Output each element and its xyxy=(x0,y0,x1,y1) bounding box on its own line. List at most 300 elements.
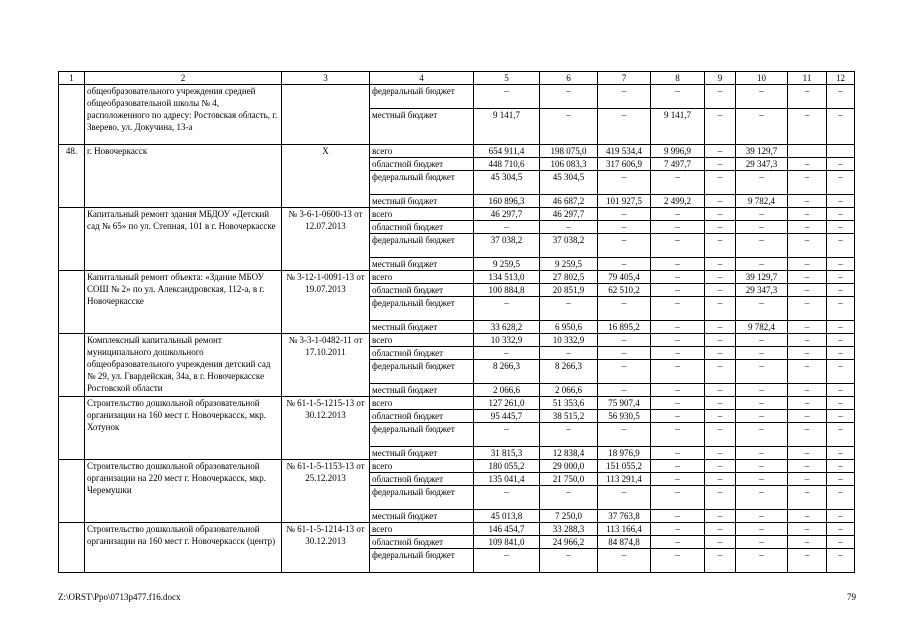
amount-cell: – xyxy=(651,321,705,334)
amount-cell: – xyxy=(705,208,736,221)
funding-source: федеральный бюджет xyxy=(370,423,474,447)
amount-cell: – xyxy=(705,523,736,536)
amount-cell: – xyxy=(736,171,788,195)
document-reference: № 3-6-1-0600-13 от 12.07.2013 xyxy=(282,208,370,271)
funding-source: всего xyxy=(370,334,474,347)
amount-cell: 2 499,2 xyxy=(651,195,705,208)
amount-cell: – xyxy=(827,208,855,221)
amount-cell: 20 851,9 xyxy=(540,284,598,297)
amount-cell: – xyxy=(651,258,705,271)
column-number-header: 9 xyxy=(705,72,736,85)
amount-cell: – xyxy=(705,321,736,334)
amount-cell: 51 353,6 xyxy=(540,397,598,410)
amount-cell: 419 534,4 xyxy=(598,145,651,158)
amount-cell: 9 141,7 xyxy=(474,109,540,145)
amount-cell: – xyxy=(788,271,827,284)
amount-cell: 135 041,4 xyxy=(474,473,540,486)
funding-source: местный бюджет xyxy=(370,195,474,208)
object-name: Строительство дошкольной образовательной организации на 160 мест г. Новочеркасск, мкр. Хотунок xyxy=(85,397,282,460)
amount-cell: – xyxy=(788,447,827,460)
row-number xyxy=(59,334,85,397)
amount-cell: – xyxy=(651,284,705,297)
amount-cell: – xyxy=(788,258,827,271)
amount-cell: 62 510,2 xyxy=(598,284,651,297)
amount-cell: – xyxy=(736,234,788,258)
amount-cell: – xyxy=(598,208,651,221)
amount-cell: – xyxy=(788,297,827,321)
amount-cell: – xyxy=(827,171,855,195)
amount-cell: – xyxy=(705,460,736,473)
amount-cell: – xyxy=(788,473,827,486)
amount-cell: 113 166,4 xyxy=(598,523,651,536)
row-number xyxy=(59,271,85,334)
table-row xyxy=(59,208,855,221)
amount-cell: – xyxy=(705,234,736,258)
amount-cell: 38 515,2 xyxy=(540,410,598,423)
column-number-header: 12 xyxy=(827,72,855,85)
amount-cell: 8 266,3 xyxy=(474,360,540,384)
amount-cell: 9 996,9 xyxy=(651,145,705,158)
amount-cell: 9 782,4 xyxy=(736,195,788,208)
document-reference xyxy=(282,85,370,145)
amount-cell: – xyxy=(598,234,651,258)
amount-cell: 448 710,6 xyxy=(474,158,540,171)
funding-source: областной бюджет xyxy=(370,158,474,171)
amount-cell: – xyxy=(651,423,705,447)
amount-cell: 7 250,0 xyxy=(540,510,598,523)
object-name: Капитальный ремонт здания МБДОУ «Детский сад № 65» по ул. Степная, 101 в г. Новочеркасске xyxy=(85,208,282,271)
amount-cell: 18 976,9 xyxy=(598,447,651,460)
amount-cell: – xyxy=(827,234,855,258)
funding-source: местный бюджет xyxy=(370,510,474,523)
amount-cell: 33 288,3 xyxy=(540,523,598,536)
amount-cell: – xyxy=(827,486,855,510)
amount-cell: – xyxy=(827,447,855,460)
document-reference: № 3-3-1-0482-11 от 17.10.2011 xyxy=(282,334,370,397)
amount-cell: – xyxy=(827,536,855,549)
amount-cell xyxy=(788,145,827,158)
amount-cell: – xyxy=(788,460,827,473)
column-number-header: 7 xyxy=(598,72,651,85)
amount-cell: – xyxy=(651,397,705,410)
amount-cell: – xyxy=(705,145,736,158)
funding-source: федеральный бюджет xyxy=(370,171,474,195)
amount-cell: – xyxy=(788,171,827,195)
amount-cell: – xyxy=(736,523,788,536)
amount-cell: – xyxy=(788,158,827,171)
amount-cell: – xyxy=(827,510,855,523)
amount-cell: – xyxy=(705,347,736,360)
amount-cell: – xyxy=(788,347,827,360)
table-row xyxy=(59,145,855,158)
amount-cell: – xyxy=(788,410,827,423)
column-number-header: 4 xyxy=(370,72,474,85)
amount-cell: – xyxy=(736,347,788,360)
amount-cell: 6 950,6 xyxy=(540,321,598,334)
amount-cell: – xyxy=(474,549,540,573)
amount-cell: – xyxy=(705,171,736,195)
amount-cell: – xyxy=(651,384,705,397)
table-row xyxy=(59,85,855,109)
amount-cell: – xyxy=(827,271,855,284)
amount-cell: – xyxy=(651,486,705,510)
amount-cell: 37 763,8 xyxy=(598,510,651,523)
amount-cell: – xyxy=(827,284,855,297)
amount-cell: 95 445,7 xyxy=(474,410,540,423)
object-name: общеобразовательного учреждения средней общеобразовательной школы № 4, расположенного по адресу: Ростовская область, г. Зверево, ул. Докучина, 13-а xyxy=(85,85,282,145)
amount-cell: – xyxy=(736,473,788,486)
amount-cell: 37 038,2 xyxy=(540,234,598,258)
amount-cell: – xyxy=(788,234,827,258)
row-number xyxy=(59,523,85,573)
amount-cell: – xyxy=(788,384,827,397)
amount-cell: – xyxy=(651,360,705,384)
amount-cell: – xyxy=(736,423,788,447)
amount-cell: 9 259,5 xyxy=(474,258,540,271)
object-name: Строительство дошкольной образовательной организации на 160 мест г. Новочеркасск (центр) xyxy=(85,523,282,573)
amount-cell: 654 911,4 xyxy=(474,145,540,158)
amount-cell: – xyxy=(598,171,651,195)
amount-cell: – xyxy=(540,109,598,145)
amount-cell: – xyxy=(788,195,827,208)
amount-cell: 134 513,0 xyxy=(474,271,540,284)
amount-cell: – xyxy=(788,510,827,523)
amount-cell: – xyxy=(705,536,736,549)
amount-cell: 16 895,2 xyxy=(598,321,651,334)
amount-cell: – xyxy=(598,486,651,510)
document-reference: Х xyxy=(282,145,370,208)
amount-cell: – xyxy=(736,360,788,384)
amount-cell: – xyxy=(651,234,705,258)
amount-cell: – xyxy=(736,258,788,271)
amount-cell: – xyxy=(474,423,540,447)
funding-source: местный бюджет xyxy=(370,258,474,271)
amount-cell: – xyxy=(651,447,705,460)
amount-cell: 317 606,9 xyxy=(598,158,651,171)
amount-cell: – xyxy=(827,397,855,410)
table-row xyxy=(59,460,855,473)
amount-cell: 113 291,4 xyxy=(598,473,651,486)
amount-cell: 2 066,6 xyxy=(474,384,540,397)
amount-cell: – xyxy=(788,523,827,536)
amount-cell: 31 815,3 xyxy=(474,447,540,460)
amount-cell: – xyxy=(736,297,788,321)
amount-cell: – xyxy=(651,549,705,573)
amount-cell: – xyxy=(736,510,788,523)
column-number-header: 1 xyxy=(59,72,85,85)
amount-cell: – xyxy=(736,208,788,221)
amount-cell: 109 841,0 xyxy=(474,536,540,549)
amount-cell: – xyxy=(827,360,855,384)
amount-cell: – xyxy=(474,486,540,510)
column-number-header: 10 xyxy=(736,72,788,85)
row-number: 48. xyxy=(59,145,85,208)
amount-cell: – xyxy=(705,109,736,145)
amount-cell: – xyxy=(540,297,598,321)
amount-cell: – xyxy=(651,347,705,360)
amount-cell: – xyxy=(736,410,788,423)
amount-cell: 106 083,3 xyxy=(540,158,598,171)
object-name: Строительство дошкольной образовательной организации на 220 мест г. Новочеркасск, мкр. Черемушки xyxy=(85,460,282,523)
amount-cell: – xyxy=(651,473,705,486)
amount-cell: – xyxy=(705,473,736,486)
amount-cell: – xyxy=(705,271,736,284)
funding-source: федеральный бюджет xyxy=(370,486,474,510)
amount-cell: 100 884,8 xyxy=(474,284,540,297)
amount-cell: – xyxy=(788,334,827,347)
amount-cell: – xyxy=(651,171,705,195)
amount-cell: 160 896,3 xyxy=(474,195,540,208)
amount-cell: – xyxy=(736,486,788,510)
amount-cell: – xyxy=(651,523,705,536)
amount-cell: 79 405,4 xyxy=(598,271,651,284)
amount-cell: 56 930,5 xyxy=(598,410,651,423)
amount-cell: – xyxy=(788,321,827,334)
funding-source: местный бюджет xyxy=(370,109,474,145)
row-number xyxy=(59,85,85,145)
amount-cell: – xyxy=(788,284,827,297)
amount-cell: – xyxy=(827,334,855,347)
amount-cell: – xyxy=(651,85,705,109)
amount-cell: – xyxy=(736,109,788,145)
funding-source: федеральный бюджет xyxy=(370,85,474,109)
funding-source: федеральный бюджет xyxy=(370,360,474,384)
amount-cell: – xyxy=(540,423,598,447)
column-number-header: 3 xyxy=(282,72,370,85)
column-number-header: 8 xyxy=(651,72,705,85)
amount-cell: – xyxy=(827,460,855,473)
amount-cell: – xyxy=(651,410,705,423)
amount-cell: – xyxy=(651,334,705,347)
amount-cell: – xyxy=(598,384,651,397)
amount-cell: – xyxy=(651,208,705,221)
table-row xyxy=(59,334,855,347)
column-number-header: 6 xyxy=(540,72,598,85)
document-reference: № 61-1-5-1214-13 от 30.12.2013 xyxy=(282,523,370,573)
amount-cell: – xyxy=(705,85,736,109)
amount-cell: – xyxy=(705,486,736,510)
amount-cell: 29 347,3 xyxy=(736,284,788,297)
amount-cell: – xyxy=(705,447,736,460)
amount-cell: – xyxy=(827,85,855,109)
column-number-header: 11 xyxy=(788,72,827,85)
amount-cell: – xyxy=(788,208,827,221)
amount-cell: 39 129,7 xyxy=(736,271,788,284)
funding-source: местный бюджет xyxy=(370,321,474,334)
amount-cell: 27 802,5 xyxy=(540,271,598,284)
amount-cell: 9 141,7 xyxy=(651,109,705,145)
amount-cell: – xyxy=(788,536,827,549)
amount-cell: – xyxy=(705,297,736,321)
amount-cell: – xyxy=(705,195,736,208)
amount-cell: 75 907,4 xyxy=(598,397,651,410)
amount-cell: – xyxy=(788,549,827,573)
amount-cell: – xyxy=(827,384,855,397)
amount-cell: – xyxy=(788,360,827,384)
amount-cell: 84 874,8 xyxy=(598,536,651,549)
amount-cell: – xyxy=(827,321,855,334)
amount-cell: 45 304,5 xyxy=(474,171,540,195)
amount-cell: 8 266,3 xyxy=(540,360,598,384)
amount-cell: 21 750,0 xyxy=(540,473,598,486)
amount-cell: 46 297,7 xyxy=(540,208,598,221)
funding-source: всего xyxy=(370,145,474,158)
document-path: Z:\ORST\Ppo\0713p477.f16.docx xyxy=(58,592,181,602)
amount-cell: – xyxy=(651,460,705,473)
funding-source: областной бюджет xyxy=(370,410,474,423)
amount-cell: – xyxy=(598,258,651,271)
amount-cell: – xyxy=(788,109,827,145)
amount-cell: – xyxy=(827,297,855,321)
amount-cell: – xyxy=(736,221,788,234)
amount-cell: – xyxy=(651,510,705,523)
column-number-header: 5 xyxy=(474,72,540,85)
object-name: Капитальный ремонт объекта: «Здание МБОУ СОШ № 2» по ул. Александровская, 112-а, в г. Новочеркасске xyxy=(85,271,282,334)
funding-source: областной бюджет xyxy=(370,473,474,486)
funding-source: федеральный бюджет xyxy=(370,234,474,258)
amount-cell: – xyxy=(705,360,736,384)
amount-cell: – xyxy=(827,523,855,536)
amount-cell: – xyxy=(736,85,788,109)
amount-cell: 9 259,5 xyxy=(540,258,598,271)
amount-cell: – xyxy=(540,486,598,510)
amount-cell: – xyxy=(474,347,540,360)
amount-cell: – xyxy=(788,85,827,109)
amount-cell: – xyxy=(705,334,736,347)
amount-cell: – xyxy=(788,221,827,234)
amount-cell: – xyxy=(788,486,827,510)
amount-cell: – xyxy=(540,85,598,109)
document-reference: № 61-1-5-1153-13 от 25.12.2013 xyxy=(282,460,370,523)
header-row xyxy=(59,72,855,85)
funding-source: всего xyxy=(370,460,474,473)
amount-cell: – xyxy=(705,549,736,573)
amount-cell: – xyxy=(705,423,736,447)
amount-cell: – xyxy=(651,221,705,234)
amount-cell: – xyxy=(598,549,651,573)
amount-cell: 45 013,8 xyxy=(474,510,540,523)
amount-cell: 12 838,4 xyxy=(540,447,598,460)
funding-source: федеральный бюджет xyxy=(370,549,474,573)
amount-cell: – xyxy=(705,258,736,271)
amount-cell: 180 055,2 xyxy=(474,460,540,473)
amount-cell: – xyxy=(540,549,598,573)
amount-cell: 10 332,9 xyxy=(540,334,598,347)
amount-cell: 29 347,3 xyxy=(736,158,788,171)
amount-cell: 10 332,9 xyxy=(474,334,540,347)
object-name: г. Новочеркасск xyxy=(85,145,282,208)
amount-cell xyxy=(827,145,855,158)
amount-cell: – xyxy=(705,221,736,234)
amount-cell: – xyxy=(540,347,598,360)
amount-cell: – xyxy=(598,221,651,234)
table-row xyxy=(59,271,855,284)
page-number: 79 xyxy=(847,592,856,602)
amount-cell: – xyxy=(736,460,788,473)
amount-cell: – xyxy=(827,347,855,360)
amount-cell: – xyxy=(598,360,651,384)
funding-source: областной бюджет xyxy=(370,536,474,549)
amount-cell: – xyxy=(705,510,736,523)
amount-cell: 33 628,2 xyxy=(474,321,540,334)
amount-cell: – xyxy=(788,423,827,447)
amount-cell: – xyxy=(827,258,855,271)
amount-cell: – xyxy=(827,158,855,171)
document-reference: № 61-1-5-1215-13 от 30.12.2013 xyxy=(282,397,370,460)
amount-cell: – xyxy=(598,334,651,347)
amount-cell: – xyxy=(705,397,736,410)
amount-cell: – xyxy=(736,549,788,573)
row-number xyxy=(59,397,85,460)
amount-cell: 45 304,5 xyxy=(540,171,598,195)
amount-cell: – xyxy=(827,410,855,423)
funding-source: всего xyxy=(370,271,474,284)
amount-cell: 46 687,2 xyxy=(540,195,598,208)
amount-cell: – xyxy=(827,423,855,447)
amount-cell: – xyxy=(598,347,651,360)
amount-cell: – xyxy=(598,297,651,321)
funding-source: областной бюджет xyxy=(370,347,474,360)
amount-cell: – xyxy=(705,410,736,423)
column-number-header: 2 xyxy=(85,72,282,85)
amount-cell: – xyxy=(736,447,788,460)
amount-cell: – xyxy=(705,158,736,171)
amount-cell: 37 038,2 xyxy=(474,234,540,258)
amount-cell: – xyxy=(474,297,540,321)
amount-cell: – xyxy=(474,85,540,109)
table-row xyxy=(59,397,855,410)
funding-source: областной бюджет xyxy=(370,284,474,297)
amount-cell: – xyxy=(705,384,736,397)
amount-cell: 39 129,7 xyxy=(736,145,788,158)
amount-cell: – xyxy=(598,109,651,145)
row-number xyxy=(59,208,85,271)
amount-cell: – xyxy=(827,109,855,145)
amount-cell: 2 066,6 xyxy=(540,384,598,397)
funding-source: всего xyxy=(370,523,474,536)
amount-cell: 7 497,7 xyxy=(651,158,705,171)
table-row xyxy=(59,523,855,536)
amount-cell: – xyxy=(705,284,736,297)
funding-source: всего xyxy=(370,208,474,221)
amount-cell: – xyxy=(736,397,788,410)
amount-cell: 127 261,0 xyxy=(474,397,540,410)
amount-cell: – xyxy=(651,536,705,549)
amount-cell: – xyxy=(788,397,827,410)
amount-cell: – xyxy=(736,536,788,549)
amount-cell: 24 966,2 xyxy=(540,536,598,549)
row-number xyxy=(59,460,85,523)
amount-cell: 29 000,0 xyxy=(540,460,598,473)
amount-cell: – xyxy=(598,423,651,447)
budget-table xyxy=(58,71,855,573)
amount-cell: – xyxy=(736,334,788,347)
funding-source: федеральный бюджет xyxy=(370,297,474,321)
amount-cell: 9 782,4 xyxy=(736,321,788,334)
amount-cell: 146 454,7 xyxy=(474,523,540,536)
funding-source: всего xyxy=(370,397,474,410)
document-reference: № 3-12-1-0091-13 от 19.07.2013 xyxy=(282,271,370,334)
funding-source: областной бюджет xyxy=(370,221,474,234)
amount-cell: – xyxy=(651,271,705,284)
amount-cell: – xyxy=(827,549,855,573)
amount-cell: – xyxy=(651,297,705,321)
amount-cell: 101 927,5 xyxy=(598,195,651,208)
amount-cell: – xyxy=(736,384,788,397)
amount-cell: – xyxy=(827,195,855,208)
amount-cell: 198 075,0 xyxy=(540,145,598,158)
amount-cell: – xyxy=(474,221,540,234)
